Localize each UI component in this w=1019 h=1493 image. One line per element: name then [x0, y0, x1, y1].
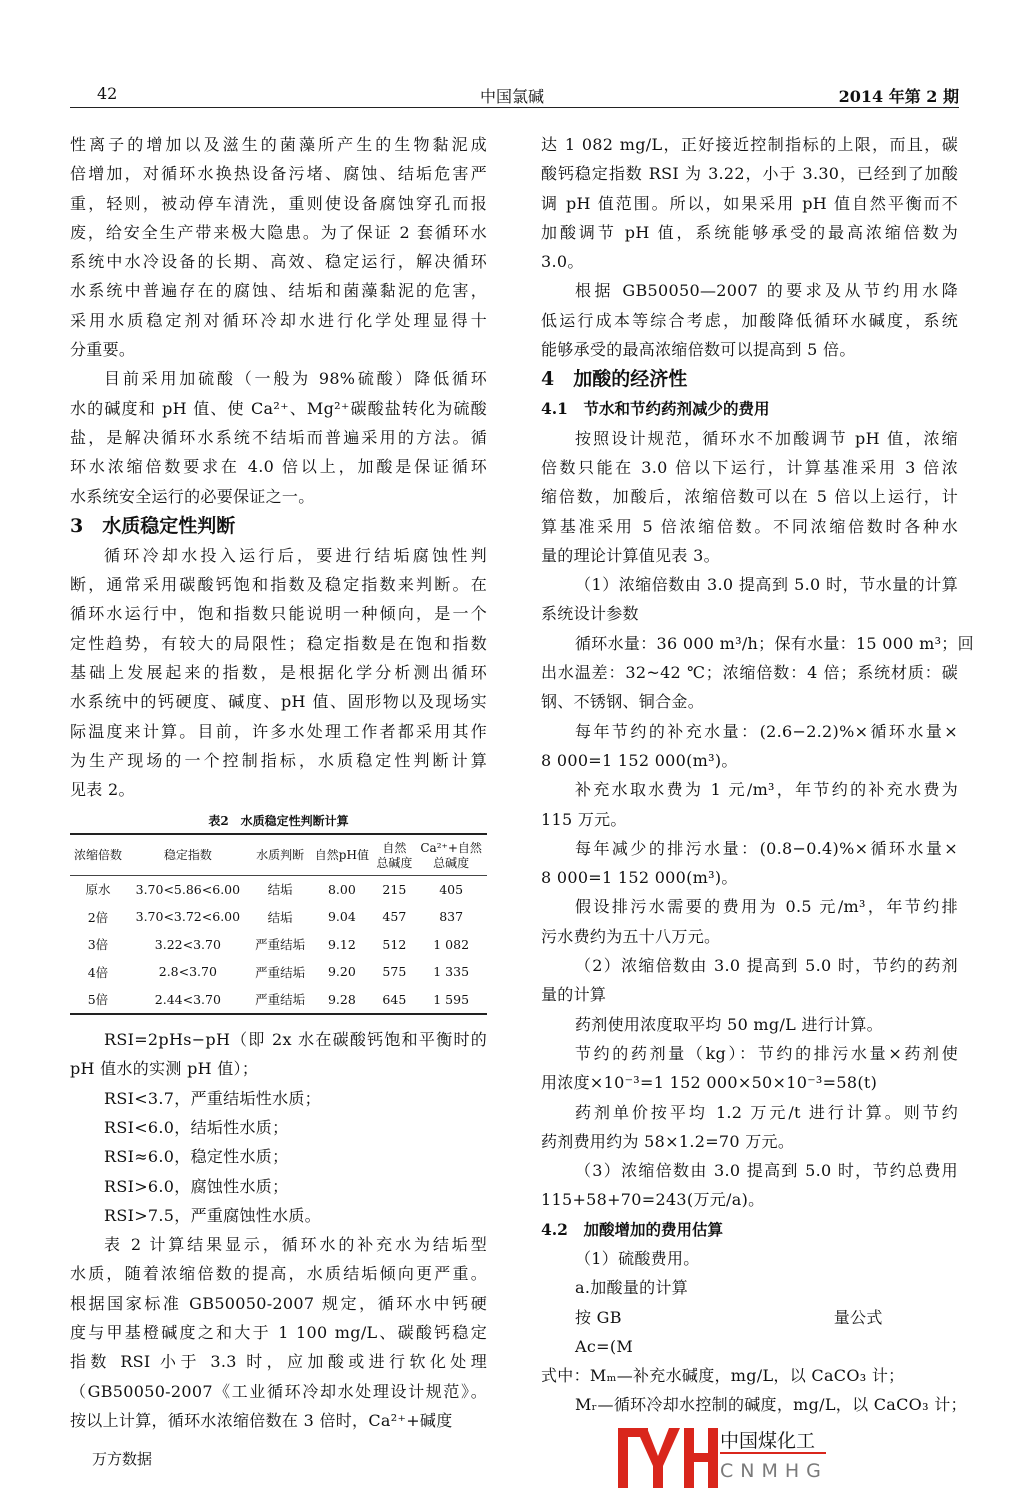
- text-line: 水质，随着浓缩倍数的提高，水质结垢倾向更严重。: [70, 1264, 487, 1284]
- text-line: 假设排污水需要的费用为 0.5 元/m³，年节约排: [575, 897, 958, 917]
- text-line: 药剂费用约为 58×1.2=70 万元。: [541, 1131, 795, 1151]
- text-line: 系统中水冷设备的长期、高效、稳定运行，解决循环: [70, 252, 487, 272]
- text-line: 钢、不锈钢、铜合金。: [541, 692, 705, 712]
- table-cell: 4倍: [87, 964, 109, 980]
- text-line: 量的计算: [541, 985, 607, 1005]
- table-cell: 8.00: [327, 881, 356, 897]
- text-line: （1）硫酸费用。: [575, 1248, 700, 1268]
- table-cell: 405: [439, 881, 464, 897]
- table-cell: 3.70<3.72<6.00: [135, 909, 241, 925]
- table-cell: 2.44<3.70: [126, 986, 250, 1015]
- table-cell: 严重结垢: [250, 986, 311, 1015]
- text-line: pH 值水的实测 pH 值）；: [70, 1059, 259, 1079]
- text-line: 用浓度×10⁻³=1 152 000×50×10⁻³=58(t): [541, 1073, 878, 1093]
- section-heading: 4 加酸的经济性: [541, 368, 688, 391]
- table-header: 浓缩倍数: [70, 834, 126, 876]
- text-line: 每年减少的排污水量：(0.8−0.4)%×循环水量×: [575, 838, 958, 858]
- section-heading: 3 水质稳定性判断: [70, 514, 236, 537]
- text-line: 补充水取水费为 1 元/m³，年节约的补充水费为: [575, 780, 958, 800]
- page-number: 42: [97, 84, 118, 103]
- table-cell: 2倍: [87, 909, 109, 925]
- table-row: [70, 875, 487, 903]
- table-cell: 645: [373, 986, 415, 1015]
- text-line: 分重要。: [70, 340, 136, 360]
- text-line: Ac=(M: [575, 1336, 634, 1356]
- text-line: 废，给安全生产带来极大隐患。为了保证 2 套循环水: [70, 222, 487, 242]
- text-line: 根据国家标准 GB50050-2007 规定，循环水中钙硬: [70, 1293, 487, 1313]
- text-line: 量的理论计算值见表 3。: [541, 545, 720, 565]
- text-line: 目前采用加硫酸（一般为 98%硫酸）降低循环: [104, 369, 487, 389]
- text-line: 见表 2。: [70, 780, 135, 800]
- text-line: 水系统中的钙硬度、碱度、pH 值、固形物以及现场实: [70, 692, 487, 712]
- table-row: [70, 986, 487, 1015]
- table-cell: 215: [382, 881, 407, 897]
- text-line: 基础上发展起来的指数，是根据化学分析测出循环: [70, 663, 487, 683]
- text-line: 盐，是解决循环水系统不结垢而普遍采用的方法。循: [70, 427, 487, 447]
- table-cell: 原水: [85, 882, 111, 898]
- text-line: 药剂使用浓度取平均 50 mg/L 进行计算。: [575, 1014, 883, 1034]
- table-caption: 表2 水质稳定性判断计算: [208, 813, 349, 828]
- text-line: 根据 GB50050—2007 的要求及从节约用水降: [575, 281, 958, 301]
- table-cell: 9.12: [327, 936, 356, 952]
- table-row: [70, 931, 487, 959]
- text-line: （1）浓缩倍数由 3.0 提高到 5.0 时，节水量的计算: [575, 575, 958, 595]
- watermark-latin: CNMHG: [720, 1460, 828, 1482]
- table-cell: 3.22<3.70: [154, 936, 221, 952]
- table-cell: 1 595: [415, 986, 487, 1015]
- text-line: 指数 RSI 小于 3.3 时，应加酸或进行软化处理: [70, 1352, 487, 1372]
- text-line: 水系统中普遍存在的腐蚀、结垢和菌藻黏泥的危害，: [70, 281, 487, 301]
- table-cell: 512: [382, 936, 407, 952]
- text-line: 药剂单价按平均 1.2 万元/t 进行计算。则节约: [575, 1102, 958, 1122]
- text-line: 115 万元。: [541, 809, 627, 829]
- text-line: 定性趋势，有较大的局限性；稳定指数是在饱和指数: [70, 633, 487, 653]
- text-line: RSI<3.7，严重结垢性水质；: [104, 1088, 321, 1108]
- text-line: 倍增加，对循环水换热设备污堵、腐蚀、结垢危害严: [70, 164, 487, 184]
- text-line: 断，通常采用碳酸钙饱和指数及稳定指数来判断。在: [70, 575, 487, 595]
- text-line: 表 2 计算结果显示，循环水的补充水为结垢型: [104, 1235, 487, 1255]
- table-cell: 9.28: [310, 986, 373, 1015]
- text-line: 系统设计参数: [541, 604, 639, 624]
- text-line: （2）浓缩倍数由 3.0 提高到 5.0 时，节约的药剂: [575, 956, 958, 976]
- text-line: 出水温差：32~42 ℃；浓缩倍数：4 倍；系统材质：碳: [541, 663, 958, 683]
- table-cell: 1 082: [433, 936, 470, 952]
- text-line: 达 1 082 mg/L，正好接近控制指标的上限，而且，碳: [541, 135, 958, 154]
- table-cell: 结垢: [267, 909, 293, 925]
- text-line: 能够承受的最高浓缩倍数可以提高到 5 倍。: [541, 340, 856, 360]
- text-line: 3.0。: [541, 252, 584, 272]
- table-cell: 2.8<3.70: [158, 964, 217, 980]
- text-line: 采用水质稳定剂对循环冷却水进行化学处理显得十: [70, 310, 487, 330]
- text-line: 重，轻则，被动停车清洗，重则使设备腐蚀穿孔而报: [70, 193, 487, 213]
- subsection-heading: 4.1 节水和节约药剂减少的费用: [541, 399, 770, 419]
- text-line: a.加酸量的计算: [575, 1278, 689, 1298]
- text-line: RSI>6.0，腐蚀性水质；: [104, 1176, 289, 1196]
- footer-source: 万方数据: [92, 1450, 153, 1468]
- text-line: 8 000=1 152 000(m³)。: [541, 750, 738, 770]
- text-line: Mᵣ—循环冷却水控制的碱度，mg/L，以 CaCO₃ 计；: [575, 1395, 967, 1415]
- text-line: 低运行成本等综合考虑，加酸降低循环水碱度，系统: [541, 310, 958, 330]
- table-cell: 严重结垢: [255, 937, 306, 953]
- watermark-name: 中国煤化工: [720, 1430, 816, 1452]
- table-cell: 575: [382, 964, 407, 980]
- text-line: 加酸调节 pH 值，系统能够承受的最高浓缩倍数为: [541, 222, 958, 242]
- left-column: [70, 130, 487, 1435]
- table-cell: 457: [382, 909, 407, 925]
- text-line: 调 pH 值范围。所以，如果采用 pH 值自然平衡而不: [541, 193, 958, 213]
- table-header: 自然pH值: [310, 834, 373, 876]
- table-cell: 结垢: [267, 882, 293, 898]
- text-line: 8 000=1 152 000(m³)。: [541, 868, 738, 888]
- table-row: [70, 903, 487, 931]
- text-line: 算基准采用 5 倍浓缩倍数。不同浓缩倍数时各种水: [541, 516, 958, 536]
- journal-name: 中国氯碱: [480, 87, 545, 106]
- watermark-logo: [616, 1424, 866, 1490]
- table-row: [70, 958, 487, 986]
- table-cell: 1 335: [433, 964, 470, 980]
- text-line: 环水浓缩倍数要求在 4.0 倍以上，加酸是保证循环: [70, 457, 487, 477]
- text-line: 115+58+70=243(万元/a)。: [541, 1190, 765, 1210]
- text-line: 每年节约的补充水量：(2.6−2.2)%×循环水量×: [575, 721, 958, 741]
- text-line: RSI>7.5，严重腐蚀性水质。: [104, 1205, 321, 1225]
- text-line: 度与甲基橙碱度之和大于 1 100 mg/L、碳酸钙稳定: [70, 1323, 487, 1342]
- text-line: 按照设计规范，循环水不加酸调节 pH 值，浓缩: [575, 428, 958, 448]
- text-line: （GB50050-2007《工业循环冷却水处理设计规范》。: [70, 1381, 487, 1401]
- text-line: 按 GB 量公式: [575, 1307, 883, 1327]
- text-line: 节约的药剂量（kg）：节约的排污水量×药剂使: [575, 1043, 958, 1063]
- text-line: 水的碱度和 pH 值、使 Ca²⁺、Mg²⁺碳酸盐转化为硫酸: [70, 398, 487, 418]
- subsection-heading: 4.2 加酸增加的费用估算: [541, 1219, 723, 1239]
- table-cell: 严重结垢: [255, 964, 306, 980]
- text-line: 循环水量：36 000 m³/h；保有水量：15 000 m³；回: [575, 633, 974, 653]
- table-cell: 837: [439, 909, 464, 925]
- text-line: 缩倍数，加酸后，浓缩倍数可以在 5 倍以上运行，计: [541, 487, 958, 507]
- text-line: 酸钙稳定指数 RSI 为 3.22，小于 3.30，已经到了加酸: [541, 164, 958, 184]
- table-cell: 9.04: [327, 909, 356, 925]
- data-table: [70, 833, 487, 1016]
- table-header: Ca²⁺+自然 总碱度: [415, 834, 487, 876]
- text-line: 性离子的增加以及滋生的菌藻所产生的生物黏泥成: [70, 135, 487, 154]
- text-line: （3）浓缩倍数由 3.0 提高到 5.0 时，节约总费用: [575, 1161, 958, 1181]
- text-line: 式中：Mₘ—补充水碱度，mg/L，以 CaCO₃ 计；: [541, 1366, 905, 1386]
- text-line: 污水费约为五十八万元。: [541, 926, 721, 946]
- table-header: 自然 总碱度: [373, 834, 415, 876]
- issue-label: 2014 年第 2 期: [838, 87, 959, 106]
- table-header: 稳定指数: [126, 834, 250, 876]
- text-line: 水系统安全运行的必要保证之一。: [70, 486, 315, 506]
- text-line: 循环冷却水投入运行后，要进行结垢腐蚀性判: [104, 545, 487, 565]
- table-cell: 9.20: [327, 964, 356, 980]
- right-column: [541, 130, 974, 1420]
- text-line: RSI≈6.0，稳定性水质；: [104, 1147, 289, 1167]
- text-line: 为生产现场的一个控制指标，水质稳定性判断计算: [70, 750, 487, 770]
- text-line: 循环水运行中，饱和指数只能说明一种倾向，是一个: [70, 604, 487, 624]
- text-line: RSI=2pHs−pH（即 2x 水在碳酸钙饱和平衡时的: [104, 1030, 487, 1050]
- header-rule: [70, 107, 959, 108]
- table-header: 水质判断: [250, 834, 311, 876]
- text-line: RSI<6.0，结垢性水质；: [104, 1117, 289, 1137]
- table-cell: 3倍: [87, 937, 109, 953]
- text-line: 按以上计算，循环水浓缩倍数在 3 倍时，Ca²⁺+碱度: [70, 1410, 453, 1430]
- table-cell: 3.70<5.86<6.00: [135, 881, 241, 897]
- text-line: 际温度来计算。目前，许多水处理工作者都采用其作: [70, 721, 487, 741]
- text-line: 倍数只能在 3.0 倍以下运行，计算基准采用 3 倍浓: [541, 457, 958, 477]
- table-cell: 5倍: [70, 986, 126, 1015]
